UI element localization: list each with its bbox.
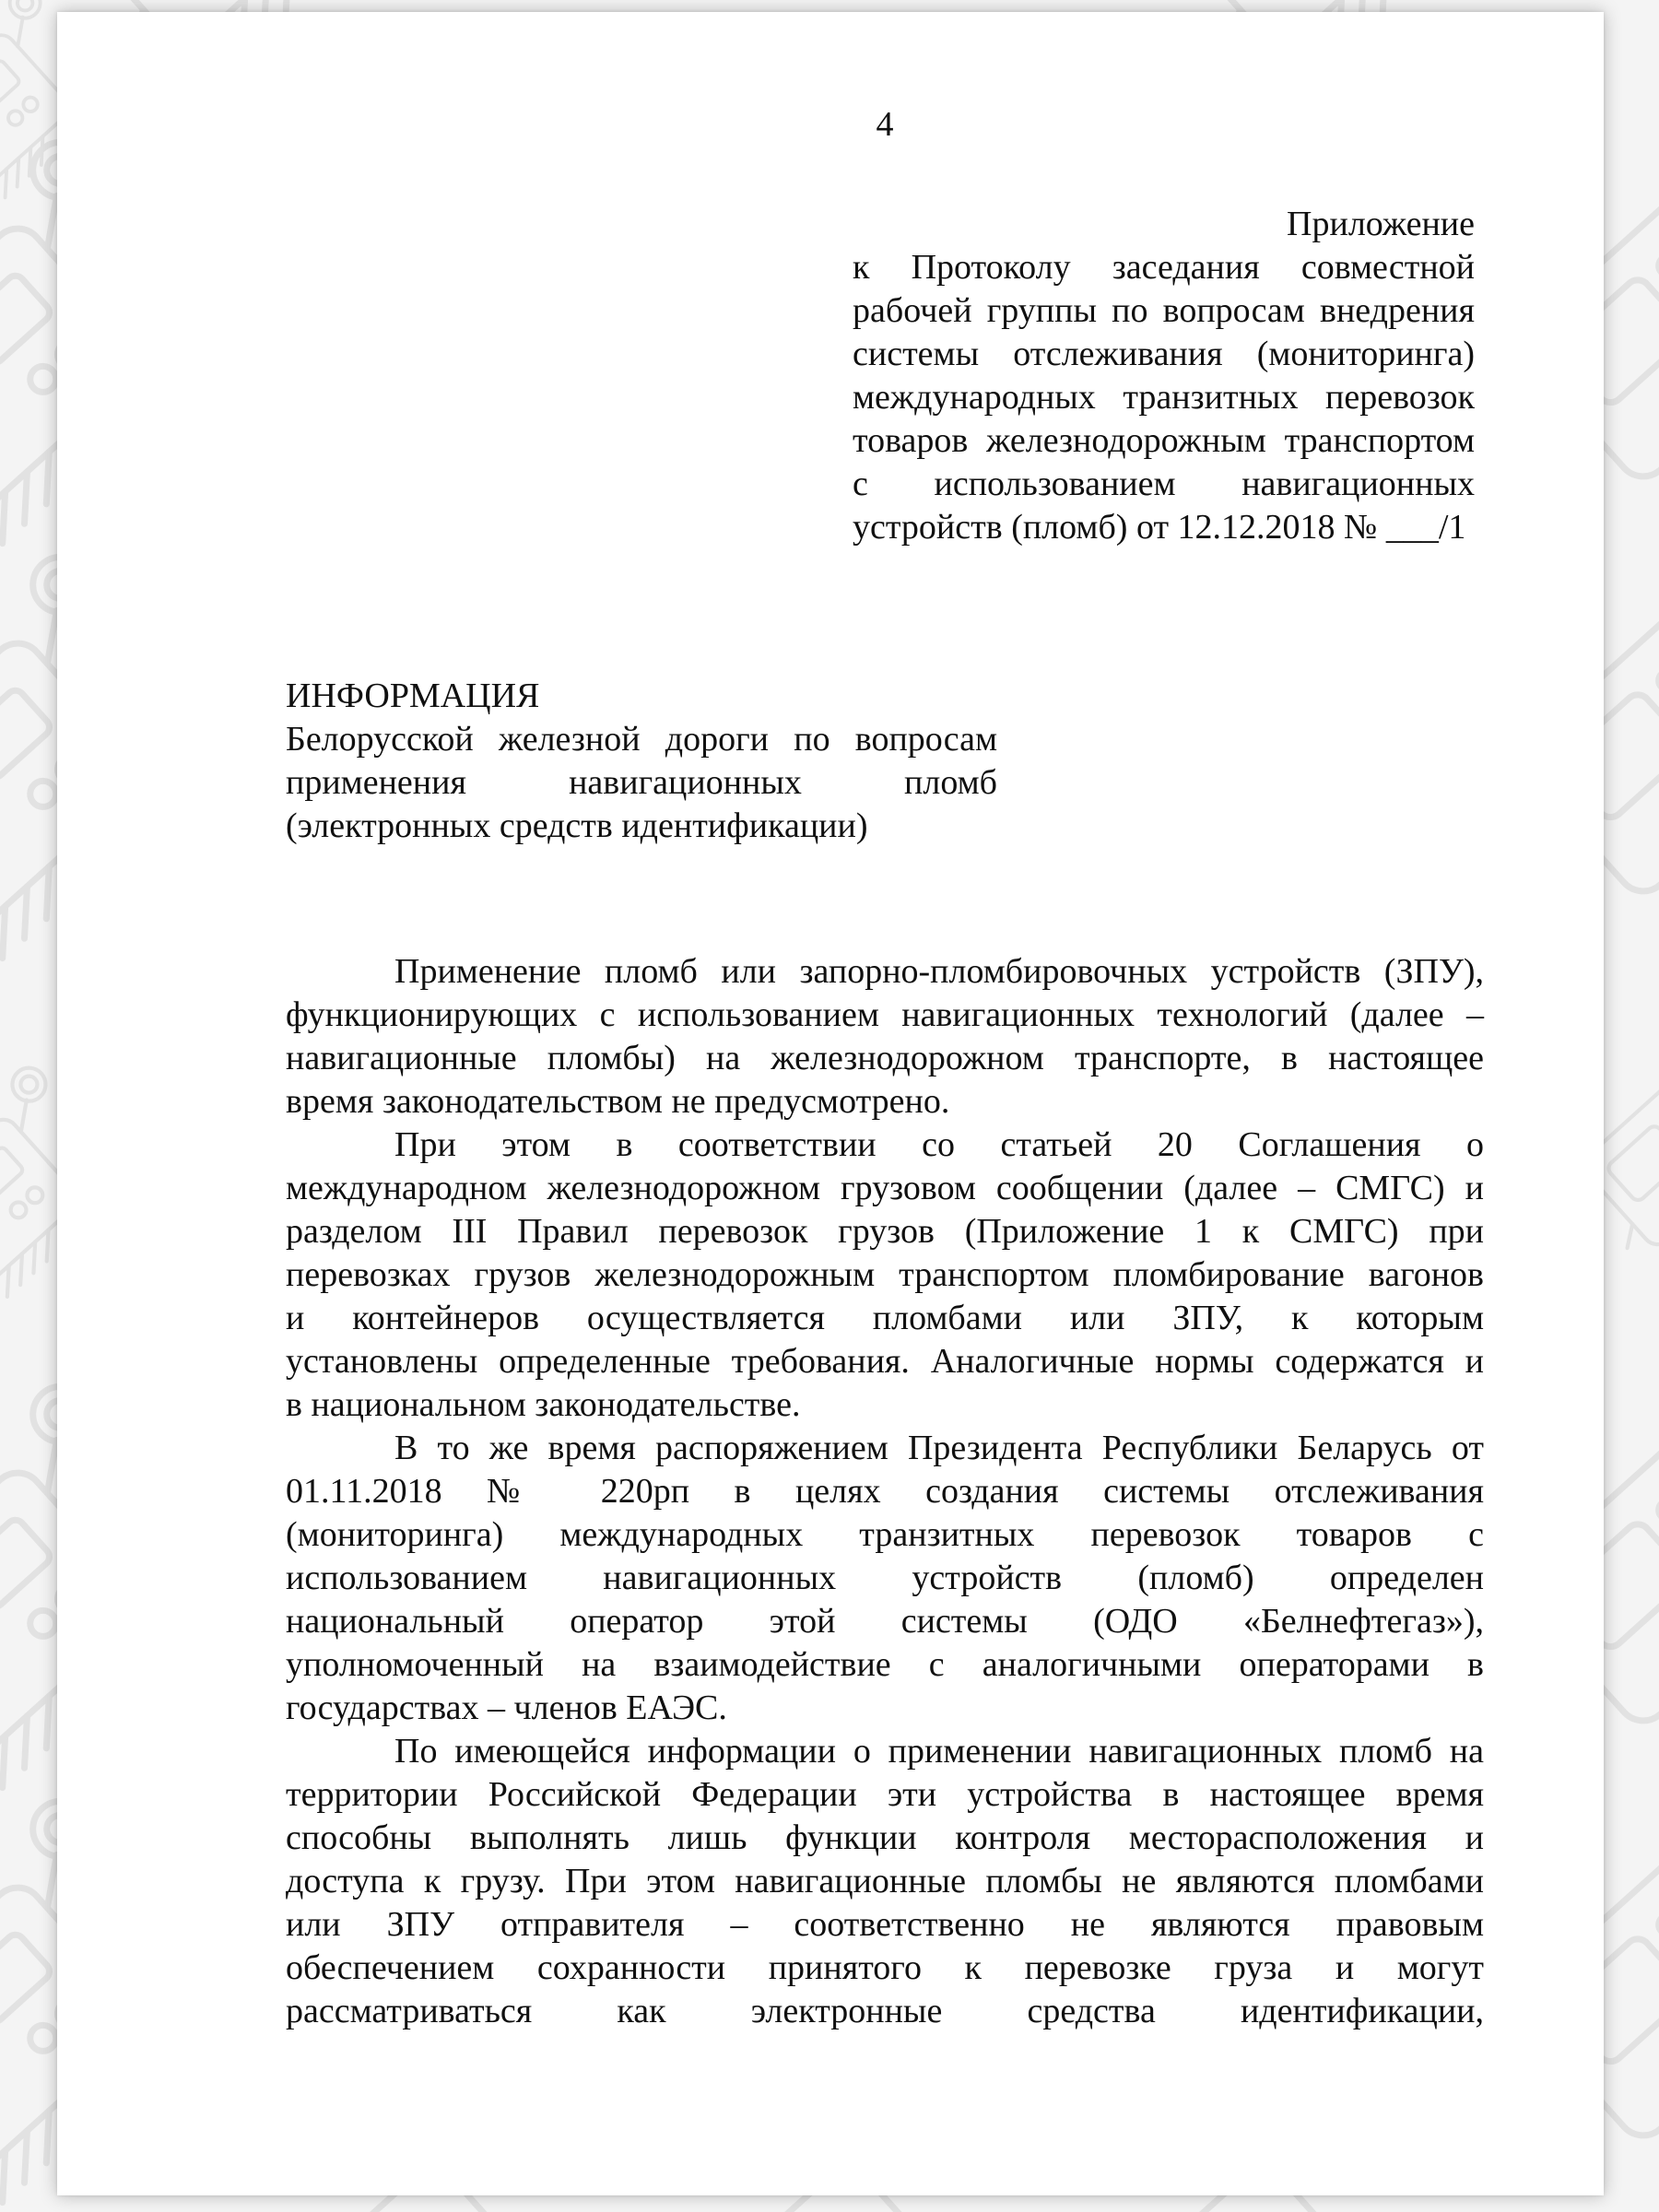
body-line: государствах – членов ЕАЭС.	[286, 1688, 727, 1727]
body-line: По имеющейся информации о применении навигационных пломб на	[394, 1732, 1484, 1771]
appendix-block	[853, 203, 1475, 549]
body-line: или ЗПУ отправителя – соответственно не являются правовым	[286, 1905, 1484, 1944]
appendix-line: Приложение	[1287, 205, 1475, 243]
body-line: время законодательством не предусмотрено.	[286, 1082, 950, 1121]
body-line: использованием навигационных устройств (пломб) определен	[286, 1559, 1484, 1597]
body-line: в национальном законодательстве.	[286, 1385, 801, 1424]
body-line: обеспечением сохранности принятого к перевозке груза и могут	[286, 1948, 1484, 1987]
appendix-line: с использованием навигационных	[853, 465, 1475, 503]
body-line: разделом III Правил перевозок грузов (Приложение 1 к СМГС) при	[286, 1212, 1484, 1251]
body-line: национальный оператор этой системы (ОДО «Белнефтегаз»),	[286, 1602, 1484, 1641]
body-line: доступа к грузу. При этом навигационные пломбы не являются пломбами	[286, 1862, 1484, 1900]
heading-line: Белорусской железной дороги по вопросам	[286, 720, 997, 759]
appendix-line: системы отслеживания (мониторинга)	[853, 335, 1475, 373]
body-line: рассматриваться как электронные средства идентификации,	[286, 1992, 1484, 2030]
heading-title-line: ИНФОРМАЦИЯ	[286, 677, 540, 715]
appendix-line: рабочей группы по вопросам внедрения	[853, 291, 1475, 330]
body-text	[286, 950, 1484, 2033]
body-line: способны выполнять лишь функции контроля месторасположения и	[286, 1818, 1484, 1857]
body-line: установлены определенные требования. Аналогичные нормы содержатся и	[286, 1342, 1484, 1381]
appendix-line: международных транзитных перевозок	[853, 378, 1475, 417]
appendix-line: к Протоколу заседания совместной	[853, 248, 1475, 287]
body-line: и контейнеров осуществляется пломбами или ЗПУ, к которым	[286, 1299, 1484, 1337]
body-line: международном железнодорожном грузовом сообщении (далее – СМГС) и	[286, 1169, 1484, 1207]
body-line: Применение пломб или запорно-пломбировочных устройств (ЗПУ),	[394, 952, 1484, 991]
document-sheet	[57, 12, 1604, 2195]
body-line: 01.11.2018 № 220рп в целях создания системы отслеживания	[286, 1472, 1484, 1511]
body-line: В то же время распоряжением Президента Республики Беларусь от	[394, 1429, 1484, 1467]
heading-line: применения навигационных пломб	[286, 763, 997, 802]
info-heading-block	[286, 675, 997, 848]
heading-line: (электронных средств идентификации)	[286, 806, 868, 845]
body-line: навигационные пломбы) на железнодорожном транспорте, в настоящее	[286, 1039, 1484, 1077]
body-line: территории Российской Федерации эти устройства в настоящее время	[286, 1775, 1484, 1814]
body-line: (мониторинга) международных транзитных перевозок товаров с	[286, 1515, 1484, 1554]
appendix-line: устройств (пломб) от 12.12.2018 № ___/1	[853, 508, 1466, 547]
page-number: 4	[876, 105, 894, 144]
body-line: перевозках грузов железнодорожным транспортом пломбирование вагонов	[286, 1255, 1484, 1294]
body-line: уполномоченный на взаимодействие с аналогичными операторами в	[286, 1645, 1484, 1684]
appendix-line: товаров железнодорожным транспортом	[853, 421, 1475, 460]
body-line: функционирующих с использованием навигационных технологий (далее –	[286, 995, 1484, 1034]
body-line: При этом в соответствии со статьей 20 Соглашения о	[394, 1125, 1484, 1164]
